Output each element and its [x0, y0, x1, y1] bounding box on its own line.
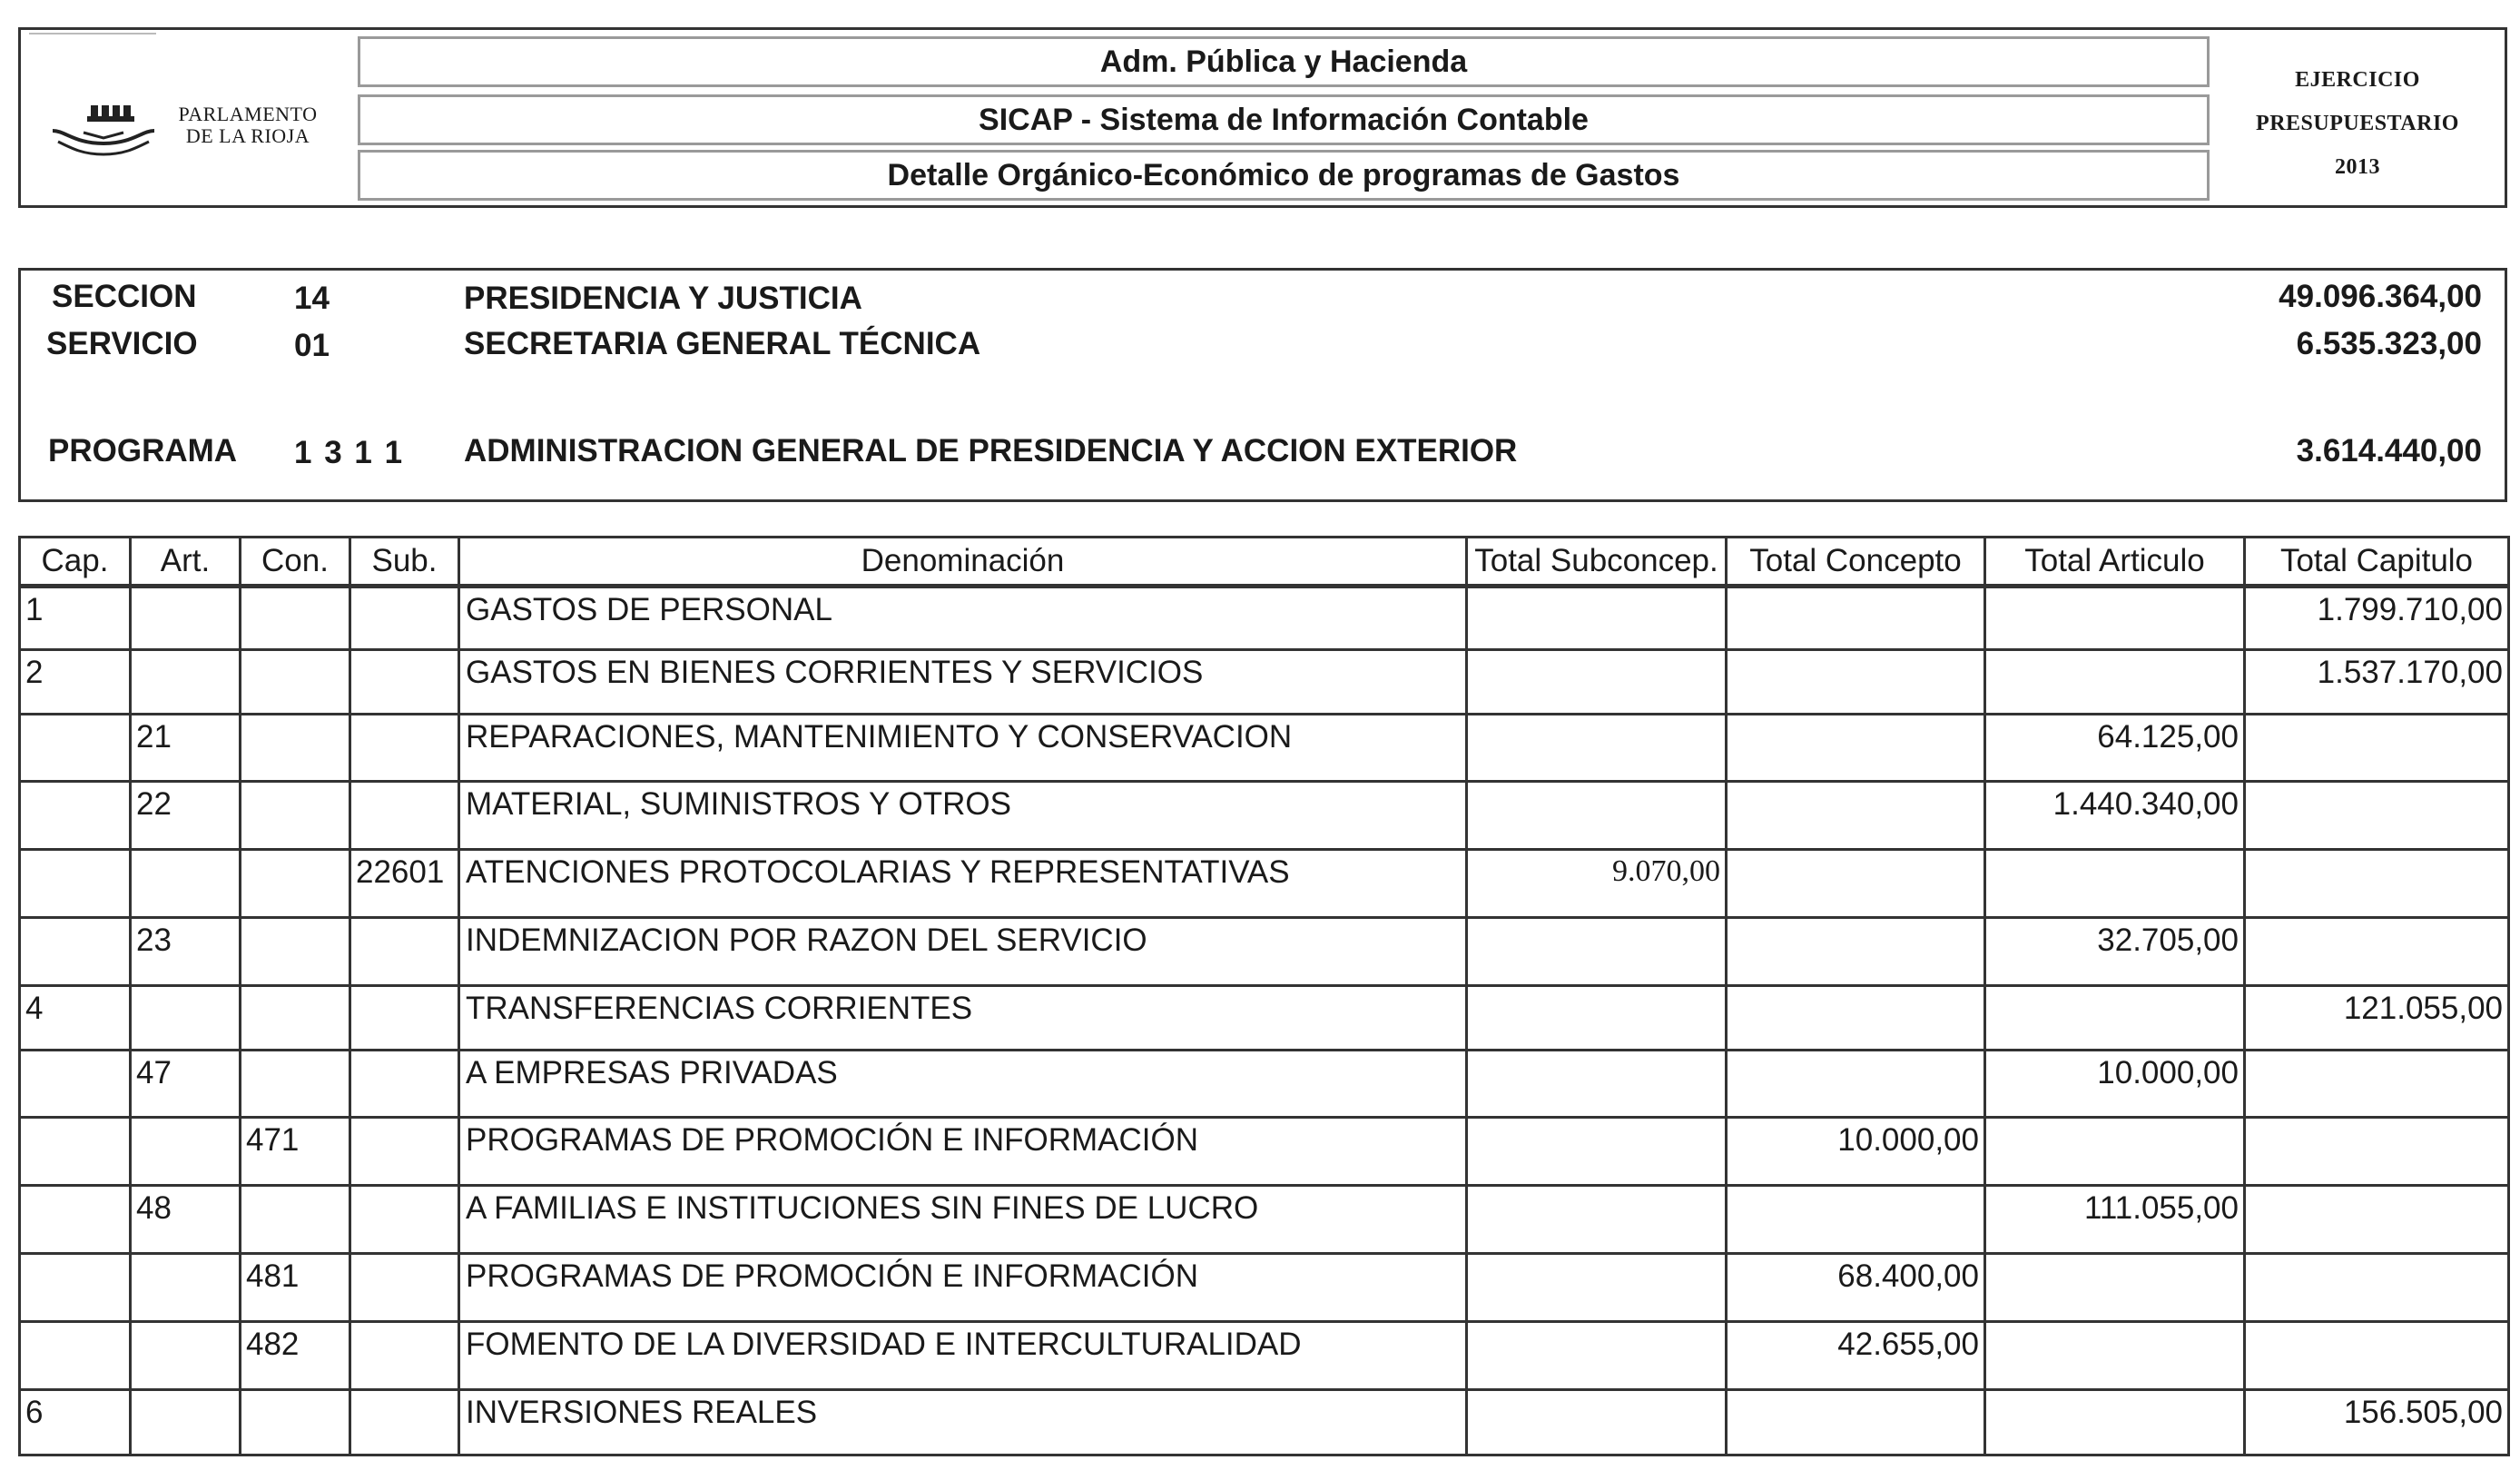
cell-denominacion: FOMENTO DE LA DIVERSIDAD E INTERCULTURALIDAD [459, 1322, 1467, 1390]
cell-con [241, 650, 350, 715]
cell-cap [20, 1051, 131, 1118]
cell-total-capitulo [2245, 715, 2509, 782]
cell-art: 22 [131, 782, 241, 850]
cell-total-capitulo: 121.055,00 [2245, 986, 2509, 1051]
cell-total-concepto [1727, 986, 1985, 1051]
report-title: Detalle Orgánico-Económico de programas de Gastos [358, 150, 2210, 201]
cell-art [131, 986, 241, 1051]
cell-total-subconcepto [1467, 1051, 1727, 1118]
programa-name: ADMINISTRACION GENERAL DE PRESIDENCIA Y ACCION EXTERIOR [464, 433, 1518, 469]
cell-cap [20, 1186, 131, 1254]
cell-total-articulo [1985, 1390, 2245, 1455]
cell-total-capitulo [2245, 1254, 2509, 1322]
col-header-sub: Sub. [350, 538, 459, 587]
cell-con [241, 918, 350, 986]
cell-sub [350, 1390, 459, 1455]
cell-total-concepto [1727, 782, 1985, 850]
budget-table [18, 536, 2510, 1456]
col-header-total-subconcepto: Total Subconcep. [1467, 538, 1727, 587]
cell-sub [350, 587, 459, 650]
parliament-logo-icon [47, 98, 160, 171]
cell-con: 481 [241, 1254, 350, 1322]
cell-total-concepto [1727, 715, 1985, 782]
cell-sub [350, 1186, 459, 1254]
cell-denominacion: INVERSIONES REALES [459, 1390, 1467, 1455]
servicio-amount: 6.535.323,00 [2296, 326, 2482, 361]
cell-sub [350, 986, 459, 1051]
table-row [20, 1390, 2509, 1455]
cell-denominacion: INDEMNIZACION POR RAZON DEL SERVICIO [459, 918, 1467, 986]
cell-total-concepto [1727, 1051, 1985, 1118]
cell-total-concepto: 42.655,00 [1727, 1322, 1985, 1390]
cell-sub [350, 715, 459, 782]
cell-cap [20, 1254, 131, 1322]
cell-total-subconcepto [1467, 1186, 1727, 1254]
fiscal-year: 2013 [2335, 155, 2380, 179]
table-row [20, 715, 2509, 782]
department-title: Adm. Pública y Hacienda [358, 36, 2210, 87]
programa-label: PROGRAMA [48, 433, 238, 469]
cell-cap [20, 1118, 131, 1186]
cell-con [241, 1186, 350, 1254]
cell-art [131, 1254, 241, 1322]
seccion-code: 14 [294, 281, 330, 316]
cell-denominacion: PROGRAMAS DE PROMOCIÓN E INFORMACIÓN [459, 1254, 1467, 1322]
cell-total-subconcepto [1467, 986, 1727, 1051]
cell-art [131, 850, 241, 918]
table-row [20, 587, 2509, 650]
cell-cap: 1 [20, 587, 131, 650]
table-row [20, 1254, 2509, 1322]
programa-amount: 3.614.440,00 [2296, 433, 2482, 469]
cell-total-concepto [1727, 1390, 1985, 1455]
cell-cap: 4 [20, 986, 131, 1051]
cell-total-concepto: 68.400,00 [1727, 1254, 1985, 1322]
cell-art [131, 1118, 241, 1186]
cell-con: 482 [241, 1322, 350, 1390]
cell-total-capitulo [2245, 850, 2509, 918]
cell-total-subconcepto [1467, 1118, 1727, 1186]
cell-con [241, 1051, 350, 1118]
servicio-label: SERVICIO [46, 326, 198, 361]
cell-art [131, 650, 241, 715]
cell-total-capitulo: 156.505,00 [2245, 1390, 2509, 1455]
cell-total-articulo [1985, 650, 2245, 715]
cell-denominacion: REPARACIONES, MANTENIMIENTO Y CONSERVACION [459, 715, 1467, 782]
cell-sub: 22601 [350, 850, 459, 918]
cell-sub [350, 1322, 459, 1390]
cell-total-articulo [1985, 1254, 2245, 1322]
cell-denominacion: MATERIAL, SUMINISTROS Y OTROS [459, 782, 1467, 850]
cell-total-articulo [1985, 1118, 2245, 1186]
cell-total-capitulo [2245, 1186, 2509, 1254]
cell-con [241, 986, 350, 1051]
cell-cap: 2 [20, 650, 131, 715]
cell-total-subconcepto [1467, 650, 1727, 715]
cell-con [241, 1390, 350, 1455]
cell-total-subconcepto [1467, 1390, 1727, 1455]
col-header-art: Art. [131, 538, 241, 587]
ejercicio-label: EJERCICIO [2295, 68, 2420, 92]
col-header-total-concepto: Total Concepto [1727, 538, 1985, 587]
cell-total-articulo: 1.440.340,00 [1985, 782, 2245, 850]
cell-total-subconcepto [1467, 918, 1727, 986]
cell-denominacion: PROGRAMAS DE PROMOCIÓN E INFORMACIÓN [459, 1118, 1467, 1186]
cell-con [241, 587, 350, 650]
cell-denominacion: A EMPRESAS PRIVADAS [459, 1051, 1467, 1118]
cell-total-articulo: 64.125,00 [1985, 715, 2245, 782]
cell-total-subconcepto [1467, 715, 1727, 782]
cell-sub [350, 782, 459, 850]
cell-total-capitulo: 1.799.710,00 [2245, 587, 2509, 650]
cell-art [131, 587, 241, 650]
cell-total-articulo [1985, 850, 2245, 918]
cell-total-articulo [1985, 587, 2245, 650]
cell-total-capitulo: 1.537.170,00 [2245, 650, 2509, 715]
cell-total-subconcepto [1467, 782, 1727, 850]
table-row [20, 986, 2509, 1051]
cell-cap [20, 782, 131, 850]
cell-total-capitulo [2245, 1051, 2509, 1118]
cell-total-capitulo [2245, 782, 2509, 850]
cell-con [241, 715, 350, 782]
cell-sub [350, 650, 459, 715]
cell-total-capitulo [2245, 1322, 2509, 1390]
programa-code: 1 3 1 1 [294, 435, 403, 470]
table-row [20, 850, 2509, 918]
cell-denominacion: TRANSFERENCIAS CORRIENTES [459, 986, 1467, 1051]
cell-cap [20, 1322, 131, 1390]
col-header-total-capitulo: Total Capitulo [2245, 538, 2509, 587]
table-row [20, 918, 2509, 986]
table-row [20, 1322, 2509, 1390]
cell-total-articulo [1985, 1322, 2245, 1390]
cell-con [241, 850, 350, 918]
cell-denominacion: A FAMILIAS E INSTITUCIONES SIN FINES DE LUCRO [459, 1186, 1467, 1254]
cell-denominacion: ATENCIONES PROTOCOLARIAS Y REPRESENTATIVAS [459, 850, 1467, 918]
table-row [20, 1118, 2509, 1186]
cell-total-concepto [1727, 1186, 1985, 1254]
cell-art [131, 1390, 241, 1455]
cell-total-capitulo [2245, 1118, 2509, 1186]
seccion-amount: 49.096.364,00 [2279, 279, 2482, 314]
cell-sub [350, 918, 459, 986]
table-row [20, 1186, 2509, 1254]
col-header-total-articulo: Total Articulo [1985, 538, 2245, 587]
cell-total-capitulo [2245, 918, 2509, 986]
cell-con [241, 782, 350, 850]
cell-total-concepto [1727, 850, 1985, 918]
cell-cap [20, 850, 131, 918]
col-header-cap: Cap. [20, 538, 131, 587]
cell-total-articulo [1985, 986, 2245, 1051]
cell-total-concepto [1727, 918, 1985, 986]
cell-total-concepto: 10.000,00 [1727, 1118, 1985, 1186]
cell-total-articulo: 32.705,00 [1985, 918, 2245, 986]
cell-denominacion: GASTOS EN BIENES CORRIENTES Y SERVICIOS [459, 650, 1467, 715]
logo-divider [29, 33, 156, 35]
cell-total-subconcepto [1467, 587, 1727, 650]
cell-total-subconcepto [1467, 1254, 1727, 1322]
cell-art: 23 [131, 918, 241, 986]
system-title: SICAP - Sistema de Información Contable [358, 94, 2210, 145]
servicio-code: 01 [294, 328, 330, 363]
cell-total-concepto [1727, 650, 1985, 715]
cell-denominacion: GASTOS DE PERSONAL [459, 587, 1467, 650]
table-row [20, 650, 2509, 715]
cell-sub [350, 1254, 459, 1322]
cell-cap: 6 [20, 1390, 131, 1455]
presupuestario-label: PRESUPUESTARIO [2256, 112, 2459, 135]
col-header-denominacion: Denominación [459, 538, 1467, 587]
cell-total-articulo: 111.055,00 [1985, 1186, 2245, 1254]
cell-total-subconcepto: 9.070,00 [1467, 850, 1727, 918]
table-row [20, 1051, 2509, 1118]
cell-total-subconcepto [1467, 1322, 1727, 1390]
parliament-name: PARLAMENTO DE LA RIOJA [178, 103, 318, 147]
cell-art [131, 1322, 241, 1390]
seccion-name: PRESIDENCIA Y JUSTICIA [464, 281, 862, 316]
cell-con: 471 [241, 1118, 350, 1186]
cell-total-articulo: 10.000,00 [1985, 1051, 2245, 1118]
budget-detail-table [18, 536, 2507, 1455]
cell-art: 21 [131, 715, 241, 782]
seccion-label: SECCION [52, 279, 197, 314]
col-header-con: Con. [241, 538, 350, 587]
cell-cap [20, 715, 131, 782]
table-header-row [20, 538, 2509, 587]
cell-cap [20, 918, 131, 986]
fiscal-year-block [2219, 58, 2496, 189]
table-row [20, 782, 2509, 850]
cell-art: 47 [131, 1051, 241, 1118]
servicio-name: SECRETARIA GENERAL TÉCNICA [464, 326, 981, 361]
cell-sub [350, 1118, 459, 1186]
cell-art: 48 [131, 1186, 241, 1254]
cell-total-concepto [1727, 587, 1985, 650]
cell-sub [350, 1051, 459, 1118]
